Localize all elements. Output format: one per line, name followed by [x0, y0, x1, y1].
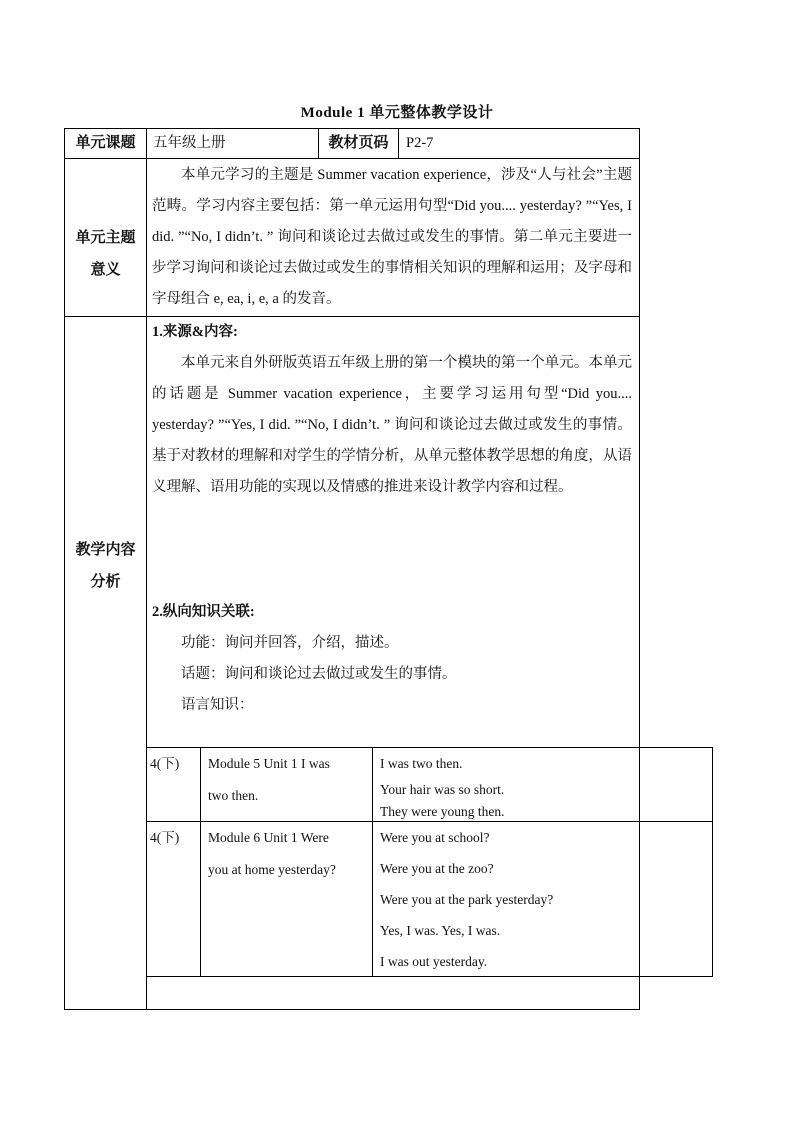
theme-label: 单元主题 意义 — [75, 230, 136, 278]
textbook-page-label: 教材页码 — [328, 135, 389, 151]
section2-heading: 2.纵向知识关联: — [152, 604, 255, 620]
module-cell: Module 5 Unit 1 I was two then. — [208, 756, 330, 803]
content-analysis-label: 教学内容 分析 — [75, 542, 136, 590]
grade-cell: 4(下) — [150, 830, 180, 845]
topic-line: 话题：询问和谈论过去做过或发生的事情。 — [181, 666, 457, 682]
unit-topic-label: 单元课题 — [75, 135, 136, 151]
section1-heading: 1.来源&内容: — [152, 324, 238, 340]
document-title: Module 1 单元整体教学设计 — [300, 105, 494, 121]
content-analysis-section2 — [152, 597, 632, 721]
textbook-page-value: P2-7 — [406, 135, 434, 151]
language-line: 语言知识： — [181, 697, 254, 713]
content-analysis-text — [152, 317, 632, 503]
unit-topic-value: 五年级上册 — [153, 135, 226, 151]
section1-text: 本单元来自外研版英语五年级上册的第一个模块的第一个单元。本单元的话题是 Summer vacation experience，主要学习运用句型“Did you.... yesterday? ”“Yes, I did. ”“No, I didn’t. ” 询问和谈论过去做过或发生的事情。基于对教材的理解和对学生的学情分析，从单元整体教学思想的角度，从语义理解、语用功能的实现以及情感的推进来设计教学内容和过程。 — [152, 355, 632, 495]
grade-cell: 4(下) — [150, 756, 180, 771]
sentence-cell: Were you at school? Were you at the zoo? Were you at the park yesterday? Yes, I was. Yes, I was. I was out yesterday. — [380, 830, 554, 969]
theme-text: 本单元学习的主题是 Summer vacation experience，涉及“人与社会”主题范畴。学习内容主要包括：第一单元运用句型“Did you.... yesterday? ”“Yes, I did. ”“No, I didn’t. ” 询问和谈论过去做过或发生的事情。第二单元主要进一步学习询问和谈论过去做过或发生的事情相关知识的理解和运用；及字母和字母组合 e, ea, i, e, a 的发音。 — [152, 167, 632, 307]
function-line: 功能：询问并回答，介绍，描述。 — [181, 635, 399, 651]
sentence-cell: I was two then. Your hair was so short. They were young then. — [380, 756, 505, 819]
module-cell: Module 6 Unit 1 Were you at home yesterday? — [208, 830, 336, 877]
